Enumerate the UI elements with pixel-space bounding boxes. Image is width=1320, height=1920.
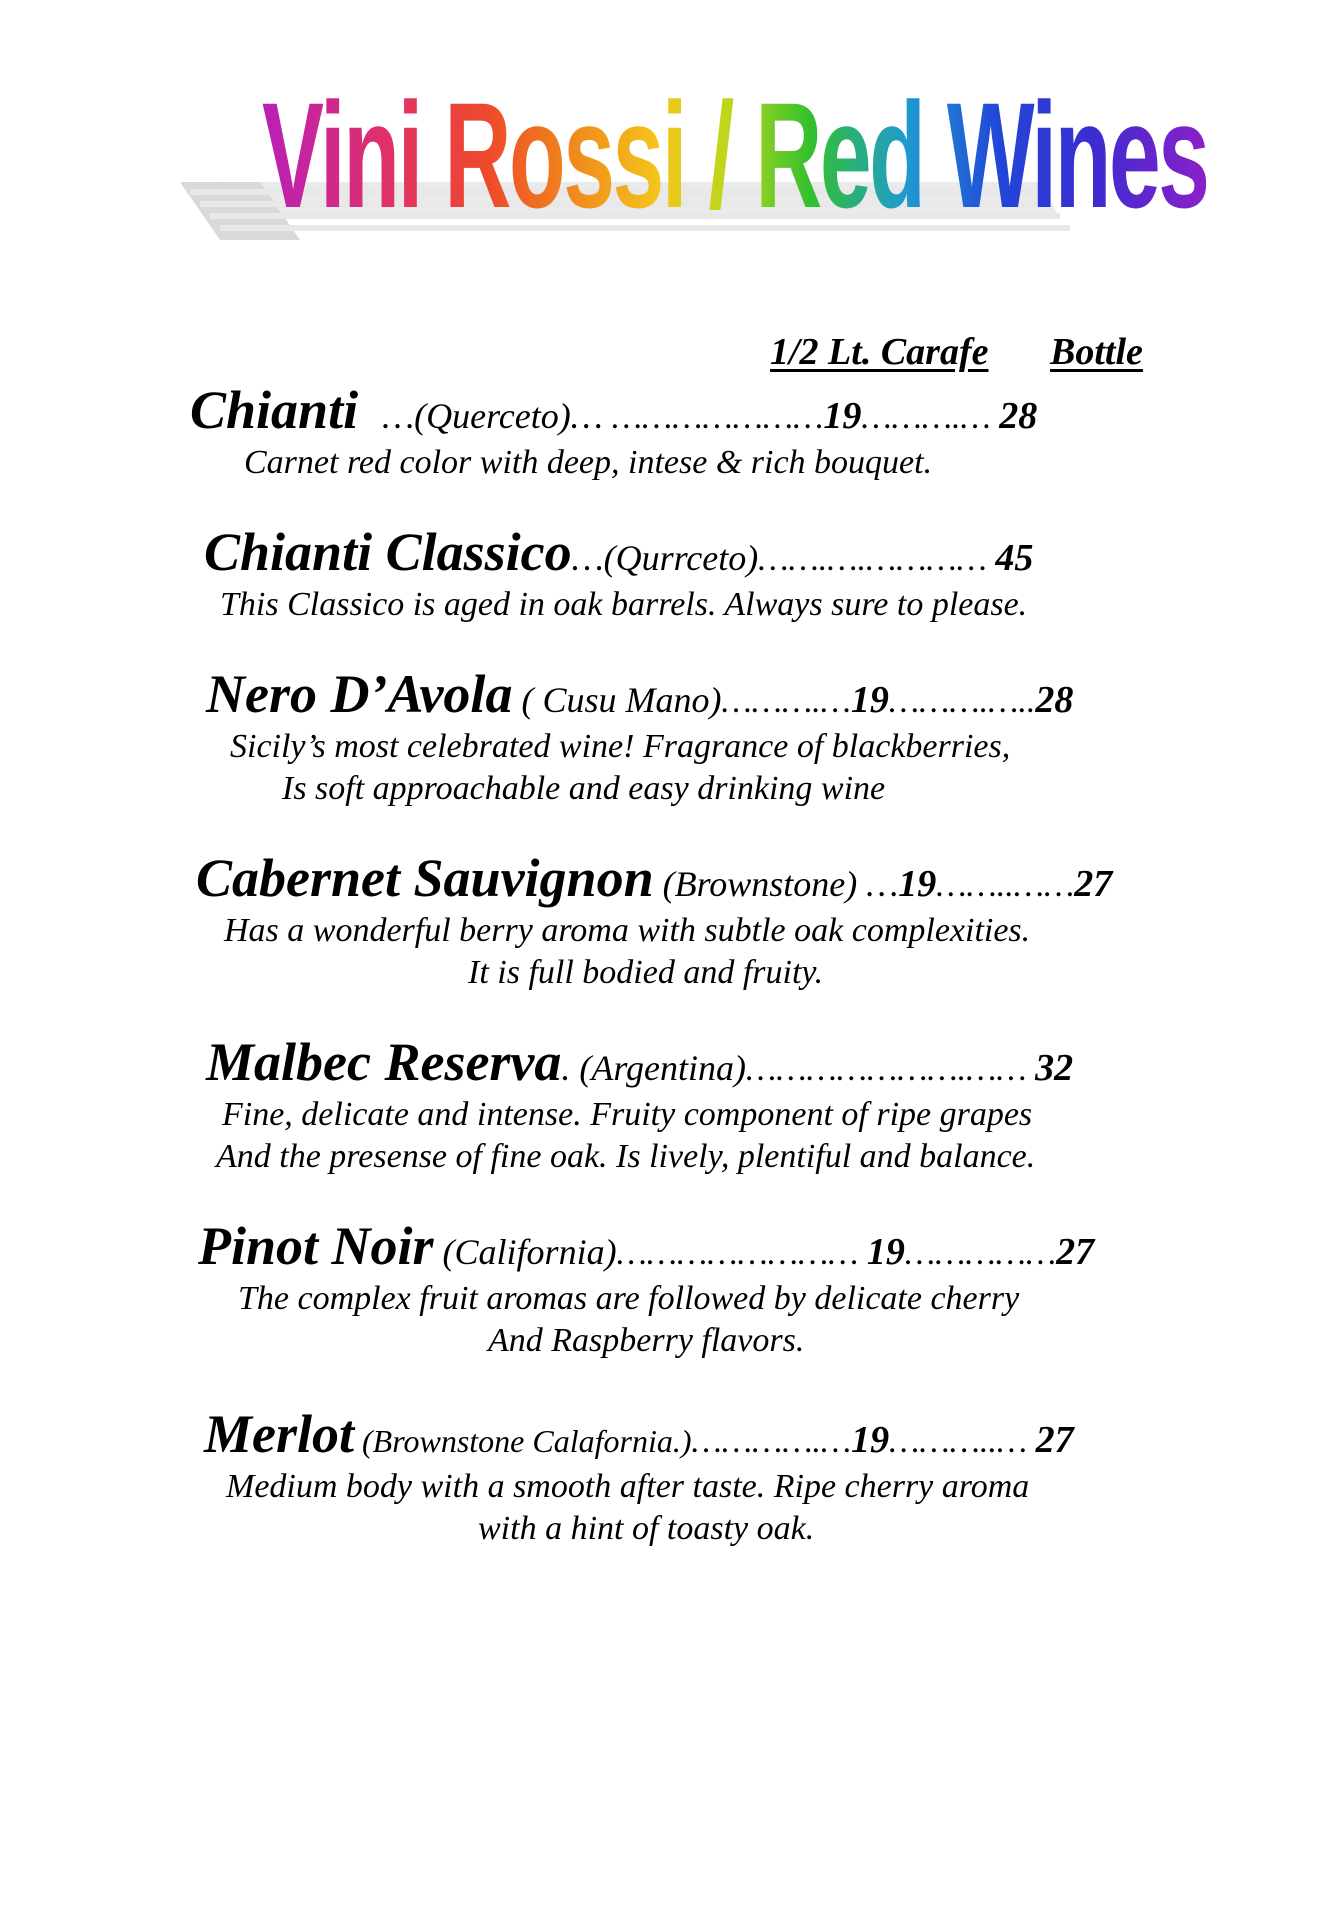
wine-description-line: with a hint of toasty oak.	[478, 1510, 815, 1547]
leader-dots: ……………………	[616, 1235, 867, 1272]
menu-title-block	[180, 70, 1208, 260]
wine-producer: (Brownstone) …	[653, 864, 899, 904]
wine-description-line: Has a wonderful berry aroma with subtle oak complexities.	[224, 912, 1031, 949]
carafe-price: 19	[898, 863, 937, 905]
leader-dots: ……….…	[861, 399, 1000, 436]
wine-name: Merlot	[204, 1404, 355, 1464]
column-header-bottle: Bottle	[1050, 331, 1143, 373]
wine-producer: . (Argentina)	[561, 1048, 747, 1088]
wine-description-line: Medium body with a smooth after taste. Ripe cherry aroma	[226, 1468, 1030, 1505]
leader-dots: …………………	[611, 399, 824, 436]
carafe-price: 19	[851, 1419, 890, 1461]
wine-producer: (California)	[433, 1232, 617, 1272]
leader-dots: ……..……	[936, 867, 1075, 904]
leader-dots: ………….…	[691, 1423, 852, 1460]
carafe-price: 19	[866, 1231, 905, 1273]
bottle-price: 27	[1074, 863, 1113, 905]
carafe-price: 19	[850, 679, 889, 721]
wine-name: Malbec Reserva	[206, 1032, 562, 1092]
leader-dots: …….….…………	[758, 541, 996, 578]
wine-description-line: Sicily’s most celebrated wine! Fragrance of blackberries,	[230, 728, 1011, 765]
wine-description-line: Is soft approachable and easy drinking wine	[282, 770, 886, 807]
wine-name: Chianti Classico	[204, 522, 572, 582]
leader-dots: ……….…	[721, 683, 851, 720]
wine-name: Chianti	[190, 380, 359, 440]
wine-producer: ( Cusu Mano)	[512, 680, 722, 720]
wine-name: Nero D’Avola	[206, 664, 513, 724]
bottle-price: 28	[1035, 679, 1074, 721]
wine-name: Pinot Noir	[198, 1216, 434, 1276]
carafe-price: 19	[823, 395, 862, 437]
bottle-price: 27	[1035, 1419, 1074, 1461]
wine-description-line: The complex fruit aromas are followed by delicate cherry	[238, 1280, 1020, 1317]
wine-name: Cabernet Sauvignon	[196, 848, 654, 908]
wine-description-line: Carnet red color with deep, intese & rich bouquet.	[244, 444, 933, 481]
wine-producer: …(Querceto)…	[382, 396, 612, 436]
menu-title: Vini Rossi / Red Wines	[262, 71, 1208, 239]
bottle-price: 32	[1035, 1047, 1074, 1089]
wine-description-line: And the presense of fine oak. Is lively, plentiful and balance.	[216, 1138, 1036, 1175]
column-header-carafe: 1/2 Lt. Carafe	[770, 331, 989, 373]
leader-dots: ………………….……	[746, 1051, 1036, 1088]
wine-description-line: It is full bodied and fruity.	[468, 954, 824, 991]
wine-description-line: Fine, delicate and intense. Fruity component of ripe grapes	[222, 1096, 1033, 1133]
wine-description-line: And Raspberry flavors.	[488, 1322, 805, 1359]
bottle-price: 45	[995, 537, 1034, 579]
wine-producer: (Brownstone Calafornia.)	[354, 1423, 692, 1459]
bottle-price: 28	[999, 395, 1038, 437]
leader-dots: ……….…..	[888, 683, 1036, 720]
leader-dots: ……………	[904, 1235, 1057, 1272]
leader-dots: ………..…	[889, 1423, 1036, 1460]
wine-producer: …(Qurrceto)	[571, 538, 759, 578]
wine-description-line: This Classico is aged in oak barrels. Always sure to please.	[220, 586, 1028, 623]
bottle-price: 27	[1056, 1231, 1095, 1273]
